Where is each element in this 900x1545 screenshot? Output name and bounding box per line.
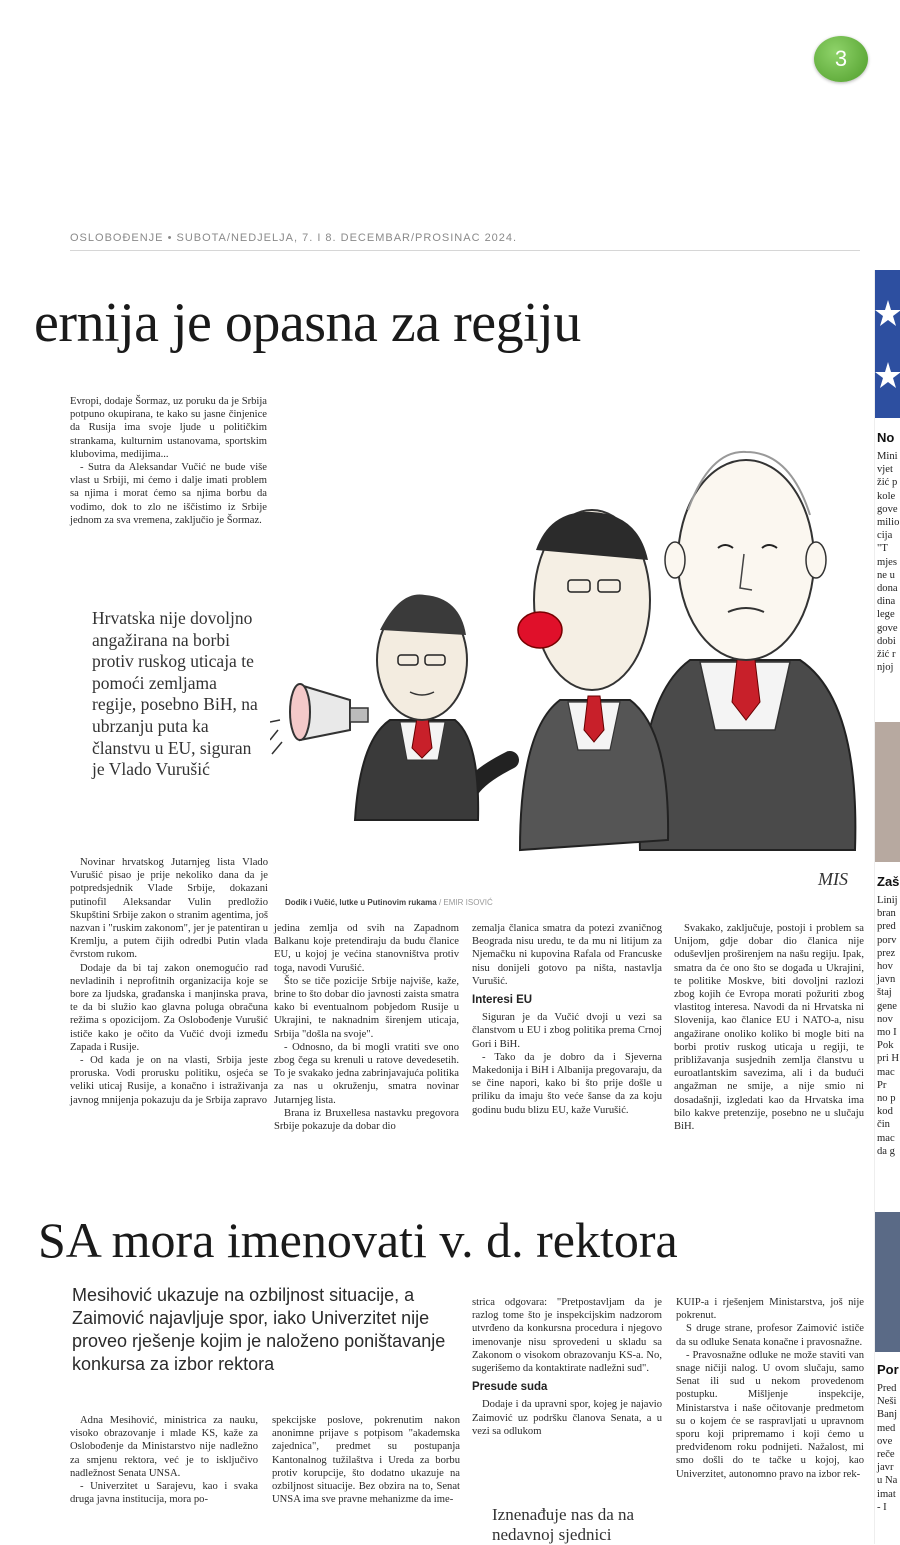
- sidebar-line: da g: [877, 1145, 895, 1157]
- sidebar-line: dina: [877, 596, 896, 608]
- sidebar-line: dona: [877, 583, 898, 594]
- sidebar-line: Linij: [877, 895, 898, 906]
- sidebar-line: u Na: [877, 1475, 898, 1487]
- sidebar-line: mo I: [877, 1027, 897, 1038]
- sidebar-line: čin: [877, 1119, 890, 1131]
- adjacent-page-strip: [874, 270, 900, 1544]
- page-number-badge: 3: [814, 36, 868, 82]
- body-paragraph: Što se tiče pozicije Srbije najviše, kaže, brine to što dobar dio javnosti zaista smatra kako bi eventualnom pobjedom Rusije u Ukrajini, te naknadnim širenjem uticaja, Srbija "došla na svoje".: [274, 975, 459, 1040]
- sidebar-line: "T: [877, 543, 888, 555]
- sidebar-line: med: [877, 1422, 896, 1434]
- body-paragraph: zemalja članica smatra da potezi zvaničnog Beograda nisu uredu, te da mu ni litijum za Njemačku ni kupovina Rafala od Francuske nisu donijeli gotovo pa ništa, nastavlja Vurušić.: [472, 923, 662, 987]
- article1-column-1: [70, 856, 268, 1107]
- sidebar-line: gove: [877, 503, 898, 515]
- body-paragraph: KUIP-a i rješenjem Ministarstva, još nije pokrenut.: [676, 1297, 864, 1322]
- article2-column-2: [272, 1414, 460, 1506]
- article1-headline: ernija je opasna za regiju: [34, 292, 581, 354]
- cartoon-figure-middle: [470, 510, 668, 850]
- sidebar-line: Mini: [877, 451, 898, 462]
- sidebar-line: vjet: [877, 464, 893, 476]
- body-paragraph: Dodaje i da upravni spor, kojeg je najavio Zaimović uz podršku članova Senata, a u vezi sa odlukom: [472, 1399, 662, 1437]
- sidebar-line: mac: [877, 1066, 895, 1078]
- sidebar-line: štaj: [877, 987, 892, 999]
- sidebar-line: žić p: [877, 477, 898, 489]
- pull-quote: Hrvatska nije dovoljno angažirana na borbi protiv ruskog uticaja te pomoći zemljama regije, posebno BiH, na ubrzanju puta ka članstvu u EU, siguran je Vlado Vurušić: [92, 608, 258, 780]
- sidebar-heading: Zaš: [877, 874, 900, 889]
- body-paragraph: - Univerzitet u Sarajevu, kao i svaka druga javna institucija, mora po-: [70, 1481, 258, 1506]
- sidebar-line: milio: [877, 517, 900, 528]
- sidebar-line: njoj: [877, 662, 894, 674]
- sidebar-line: lege: [877, 609, 895, 621]
- article2-headline: SA mora imenovati v. d. rektora: [38, 1212, 678, 1268]
- photo-thumbnail: [875, 1212, 900, 1352]
- body-paragraph: strica odgovara: "Pretpostavljam da je razlog tome što je inspekcijskim nadzorom utvrđeno da konkursna procedura i njegovo imenovanje nisu sprovedeni u skladu sa Zakonom o visokom obrazovanju KS-a. No, sugerišemo da kontaktirate nadležni sud".: [472, 1297, 662, 1375]
- sidebar-line: imat: [877, 1488, 896, 1500]
- cartoon-figure-right: [640, 452, 856, 850]
- sidebar-line: Neši: [877, 1396, 897, 1408]
- sidebar-line: pred: [877, 921, 896, 933]
- sidebar-line: porv: [877, 934, 897, 946]
- sidebar-heading: Por: [877, 1362, 899, 1377]
- intro-paragraph: Evropi, dodaje Šormaz, uz poruku da je Srbija potpuno okupirana, te kako su jasne činjenice da Rusija ima svoje ljude u političkim strankama, kulturnim ustanovama, sportskim klubovima, medijima...: [70, 396, 267, 460]
- subheading: Presude suda: [472, 1381, 548, 1394]
- sidebar-line: ne u: [877, 569, 895, 581]
- sidebar-line: Pred: [877, 1383, 897, 1394]
- sidebar-line: Pok: [877, 1040, 894, 1052]
- body-paragraph: Adna Mesihović, ministrica za nauku, visoko obrazovanje i mlade KS, kaže za Oslobođenje da Ministarstvo nije nadležno za smjenu rektora, već je to isključivo nadležnost Senata UNSA.: [70, 1415, 258, 1479]
- article1-column-2: [274, 922, 459, 1133]
- cartoon-illustration: [270, 430, 870, 890]
- sidebar-line: žić r: [877, 649, 896, 660]
- masthead: OSLOBOĐENJE • SUBOTA/NEDJELJA, 7. I 8. DECEMBAR/PROSINAC 2024.: [70, 232, 518, 244]
- cartoon-signature: MIS: [818, 869, 848, 889]
- sidebar-line: mjes: [877, 556, 898, 568]
- body-paragraph: - Pravosnažne odluke ne može staviti van snage ničiji nalog. U ovom slučaju, samo Senat ili sud u nekom provedenom postupku. Mišljenje inspekcije, Ministarstva i naše očitovanje predmetom su o kojem će se raspravljati u upravnom sporu koji pripremamo i koji ćemo u predviđenom roku podnijeti. Nažalost, mi smo došli do te tačke u kojoj, kao Univerzitet, autonomno pravo na izbor rek-: [676, 1349, 864, 1480]
- sidebar-line: ove: [877, 1435, 893, 1447]
- eu-flag-image: [875, 270, 900, 418]
- sidebar-line: gove: [877, 622, 898, 634]
- sidebar-line: nov: [877, 1013, 893, 1025]
- sidebar-line: pri H: [877, 1053, 900, 1065]
- caption-text: Dodik i Vučić, lutke u Putinovim rukama: [285, 898, 437, 907]
- subheading: Interesi EU: [472, 994, 533, 1007]
- body-paragraph: Novinar hrvatskog Jutarnjeg lista Vlado Vurušić pisao je prije nekoliko dana da je potpredsjednik Vlade Srbije, dokazani putinofil Aleksandar Vulin predložio Skupštini Srbije zakon o stranim agentima, još nazvan i "ruskim zakonom", jer je patentiran u Kremlju, a putem čijih odredbi Putin vlada čvrstom rukom.: [70, 857, 268, 961]
- sidebar-line: hov: [877, 961, 893, 972]
- sidebar-line: gene: [877, 1000, 897, 1012]
- sidebar-line: reče: [877, 1449, 895, 1460]
- article2-quote: Iznenađuje nas da na nedavnoj sjednici: [492, 1505, 635, 1544]
- cartoon-figure-left: [270, 594, 478, 820]
- article1-column-4: [674, 922, 864, 1133]
- body-paragraph: spekcijske poslove, pokrenutim nakon anonimne prijave s potpisom "akademska zajednica", predmet su postupanja Kantonalnog tužilaštva i Ureda za borbu protiv korupcije, što dodatno ukazuje na ozbiljnost situacije. Bez obzira na to, Senat UNSA ima sve pravne mehanizme da ime-: [272, 1415, 460, 1506]
- article2-deck: Mesihović ukazuje na ozbiljnost situacije, a Zaimović najavljuje spor, iako Univerzitet nije proveo rješenje kojim je naloženo poništavanje konkursa za izbor rektora: [72, 1285, 446, 1374]
- sidebar-line: prez: [877, 947, 896, 959]
- image-caption: [285, 898, 493, 907]
- sidebar-line: Banj: [877, 1409, 898, 1421]
- sidebar-line: kod: [877, 1106, 893, 1118]
- intro-paragraph: - Sutra da Aleksandar Vučić ne bude više vlast u Srbiji, mi ćemo i dalje imati problem sa njima i morat ćemo sa njima borbu da vodimo, dok to zlo ne iščistimo iz Srbije jednom za sva vremena, zaključio je Šormaz.: [70, 462, 267, 526]
- article2-column-1: [70, 1414, 258, 1506]
- sidebar-line: no p: [877, 1093, 896, 1104]
- sidebar-line: bran: [877, 908, 896, 920]
- body-paragraph: Svakako, zaključuje, postoji i problem sa Unijom, gdje dobar dio članica nije oduševljen proširenjem na našu regiju. Ipak, smatra da će ono što se događa u Ukrajini, te politike Moskve, biti dovoljni razlozi zbog kojih će Evropa morati požuriti zbog vlastitog interesa. Navodi da ni Hrvatska ni Slovenija, kao članice EU i NATO-a, nisu angažirane onoliko koliko bi mogle biti na borbi protiv ruskog uticaja u regiji, te približavanja susjednih zemlja članstvu u euroatlantskim savezima, ali i da budući angažman ne smije, a nije smio ni dosadašnji, izgledati kao da Hrvatska ima bilo kakve pretenzije, posebno ne u slučaju BiH.: [674, 923, 864, 1133]
- sidebar-line: kole: [877, 490, 896, 502]
- article2-column-4: [676, 1296, 864, 1481]
- body-paragraph: S druge strane, profesor Zaimović ističe da su odluke Senata konačne i pravosnažne.: [676, 1323, 864, 1348]
- sidebar-line: cija: [877, 530, 893, 542]
- masthead-rule: [70, 250, 860, 251]
- body-paragraph: - Tako da je dobro da i Sjeverna Makedonija i BiH i Albanija pregovaraju, da se čine napori, kako bi što prije došle u priliku da imaju što veće šanse da za koju godinu budu blizu EU, kaže Vurušić.: [472, 1051, 662, 1116]
- body-paragraph: Dodaje da bi taj zakon onemogućio rad nevladinih i neprofitnih organizacija koje se bore za ljudska, građanska i manjinska prava, te da bi služio kao glavna poluga obračuna režima s opozicijom. Za Oslobođenje Vurušić ističe kako je očito da Vučić dvoji između Zapada i Rusije.: [70, 962, 268, 1053]
- body-paragraph: - Odnosno, da bi mogli vratiti sve ono zbog čega su krenuli u ratove devedesetih. To je svakako jedna zabrinjavajuća politika za nas u okruženju, smatra novinar Jutarnjeg lista.: [274, 1041, 459, 1106]
- megaphone-icon: [290, 684, 368, 740]
- article1-column-3: [472, 922, 662, 1117]
- sidebar-line: - I: [877, 1501, 887, 1513]
- photo-thumbnail: [875, 722, 900, 862]
- body-paragraph: Siguran je da Vučić dvoji u vezi sa članstvom u EU i zbog politika prema Crnoj Gori i BiH.: [472, 1012, 662, 1050]
- body-paragraph: jedina zemlja od svih na Zapadnom Balkanu koje pretendiraju da budu članice EU, u kojoj je većina stanovništva protiv toga, navodi Vurušić.: [274, 923, 459, 974]
- sidebar-line: javn: [877, 974, 896, 986]
- caption-credit: / EMIR ISOVIĆ: [438, 898, 493, 907]
- sidebar-line: mac: [877, 1132, 895, 1144]
- sidebar-heading: No: [877, 430, 895, 445]
- sidebar-line: dobi: [877, 635, 896, 647]
- body-paragraph: Brana iz Bruxellesa nastavku pregovora Srbije pokazuje da dobar dio: [274, 1107, 459, 1133]
- sidebar-line: javr: [877, 1462, 894, 1474]
- article1-intro: [70, 395, 267, 527]
- body-paragraph: - Od kada je on na vlasti, Srbija jeste proruska. Vodi prorusku politiku, osjeća se veliki uticaj Rusije, a konačno i istraživanja javnog mnijenja pokazuju da je Srbija zapravo: [70, 1055, 268, 1106]
- article2-column-3: [472, 1296, 662, 1438]
- sidebar-line: Pr: [877, 1079, 887, 1091]
